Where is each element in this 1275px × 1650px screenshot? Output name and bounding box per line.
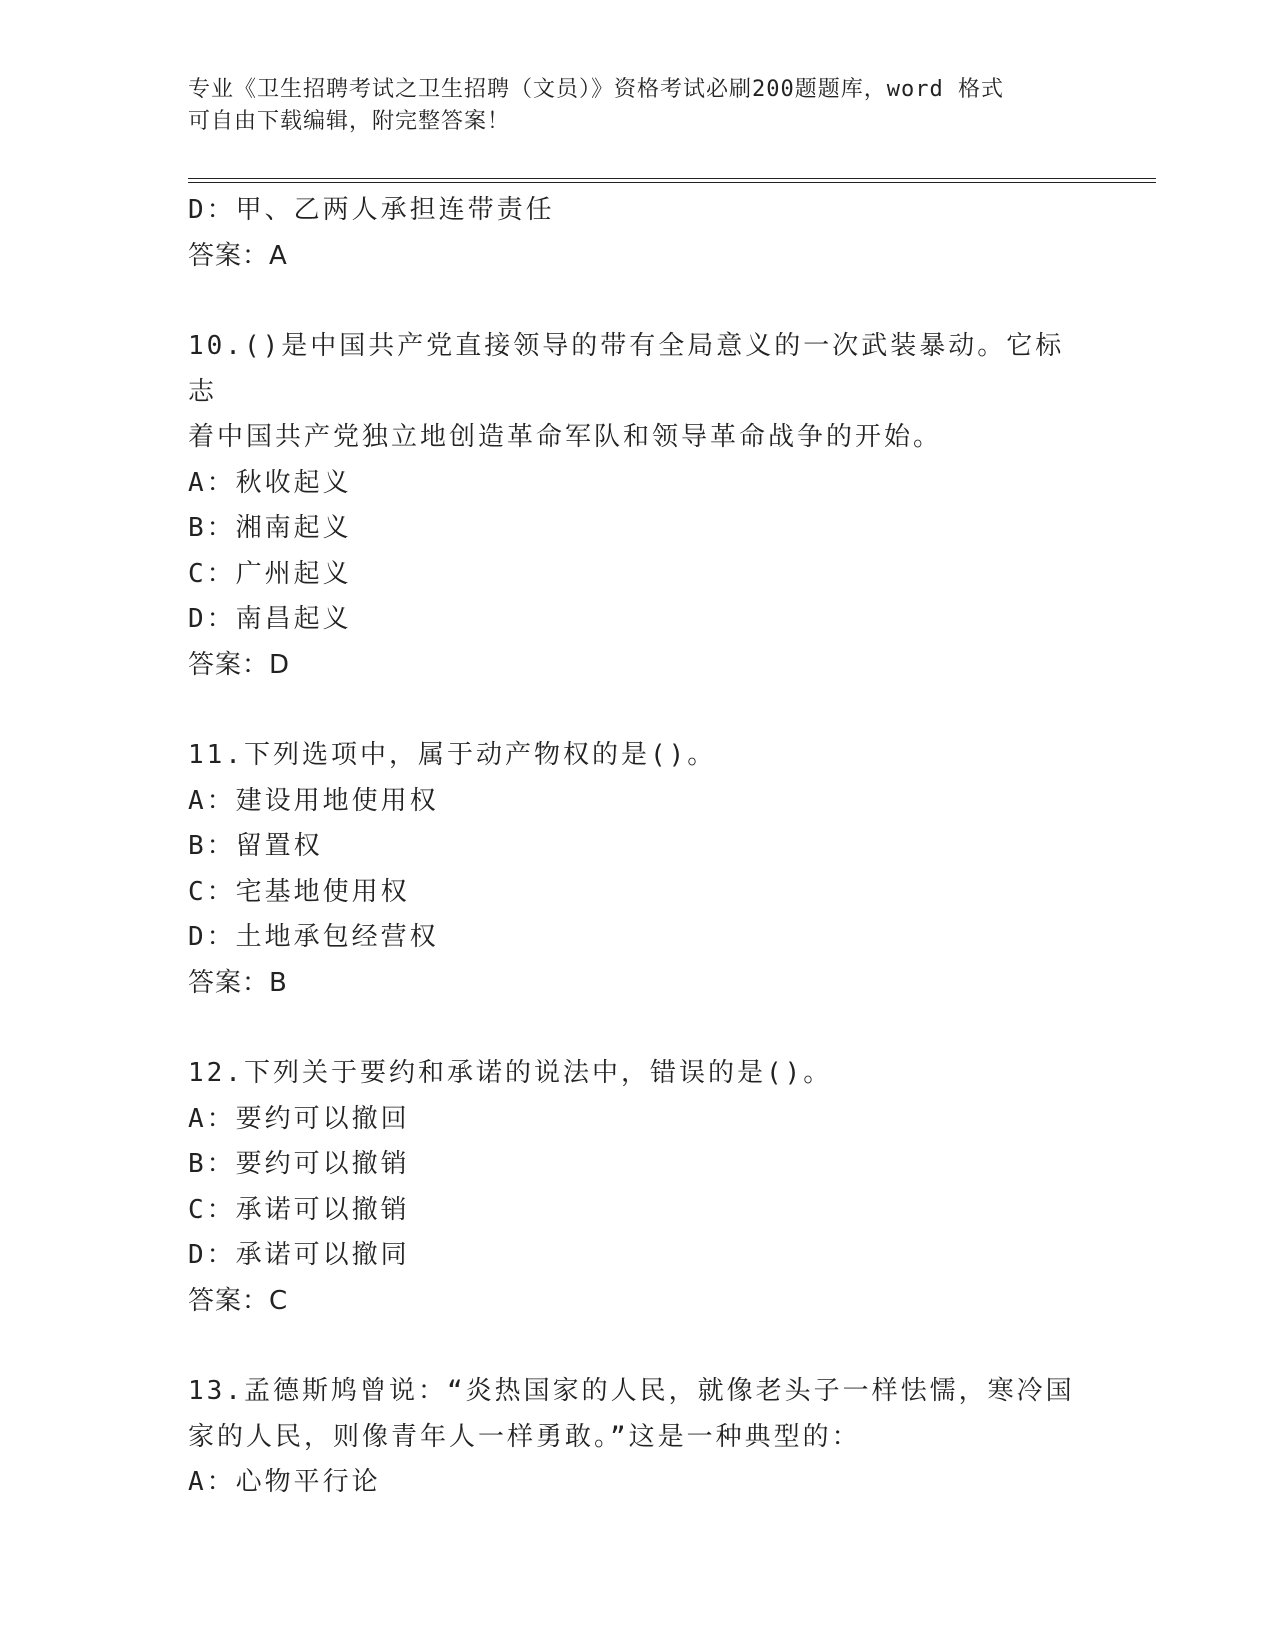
spacer bbox=[188, 1324, 1088, 1369]
option-c: C：广州起义 bbox=[188, 558, 352, 589]
question-list bbox=[188, 188, 1088, 1506]
option-d: D：甲、乙两人承担连带责任 bbox=[188, 195, 555, 225]
question-12 bbox=[188, 1051, 1088, 1324]
option-c: C：宅基地使用权 bbox=[188, 876, 410, 907]
answer: 答案：C bbox=[188, 1285, 289, 1316]
answer: 答案：D bbox=[188, 649, 291, 680]
question-9-tail bbox=[188, 188, 1088, 279]
option-b: B：留置权 bbox=[188, 831, 323, 861]
option-d: D：南昌起义 bbox=[188, 604, 352, 634]
question-text-line-1: 13.孟德斯鸠曾说：“炎热国家的人民，就像老头子一样怯懦，寒冷国 bbox=[188, 1376, 1075, 1406]
spacer bbox=[188, 688, 1088, 733]
question-text-line-2: 家的人民，则像青年人一样勇敢。”这是一种典型的： bbox=[188, 1421, 861, 1452]
question-11 bbox=[188, 733, 1088, 1006]
document-header bbox=[188, 74, 1088, 138]
spacer bbox=[188, 1006, 1088, 1051]
option-a: A：建设用地使用权 bbox=[188, 785, 439, 816]
question-text: 12.下列关于要约和承诺的说法中，错误的是()。 bbox=[188, 1058, 833, 1088]
question-10 bbox=[188, 324, 1088, 688]
header-line-2: 可自由下载编辑，附完整答案！ bbox=[188, 109, 511, 134]
question-text: 11.下列选项中，属于动产物权的是()。 bbox=[188, 740, 717, 770]
header-divider bbox=[188, 178, 1156, 183]
question-13 bbox=[188, 1369, 1088, 1506]
answer: 答案：A bbox=[188, 240, 288, 271]
header-line-1: 专业《卫生招聘考试之卫生招聘（文员）》资格考试必刷200题题库，word 格式 bbox=[188, 77, 1004, 102]
option-b: B：要约可以撤销 bbox=[188, 1149, 410, 1179]
question-text-line-2: 着中国共产党独立地创造革命军队和领导革命战争的开始。 bbox=[188, 422, 943, 452]
option-a: A：心物平行论 bbox=[188, 1467, 381, 1497]
option-c: C：承诺可以撤销 bbox=[188, 1194, 410, 1225]
question-text-line-1: 10.()是中国共产党直接领导的带有全局意义的一次武装暴动。它标志 bbox=[188, 331, 1065, 407]
option-d: D：承诺可以撤同 bbox=[188, 1240, 410, 1270]
spacer bbox=[188, 279, 1088, 324]
answer: 答案：B bbox=[188, 967, 288, 998]
option-a: A：秋收起义 bbox=[188, 467, 352, 498]
option-d: D：土地承包经营权 bbox=[188, 922, 439, 952]
option-a: A：要约可以撤回 bbox=[188, 1103, 410, 1134]
option-b: B：湘南起义 bbox=[188, 513, 352, 543]
